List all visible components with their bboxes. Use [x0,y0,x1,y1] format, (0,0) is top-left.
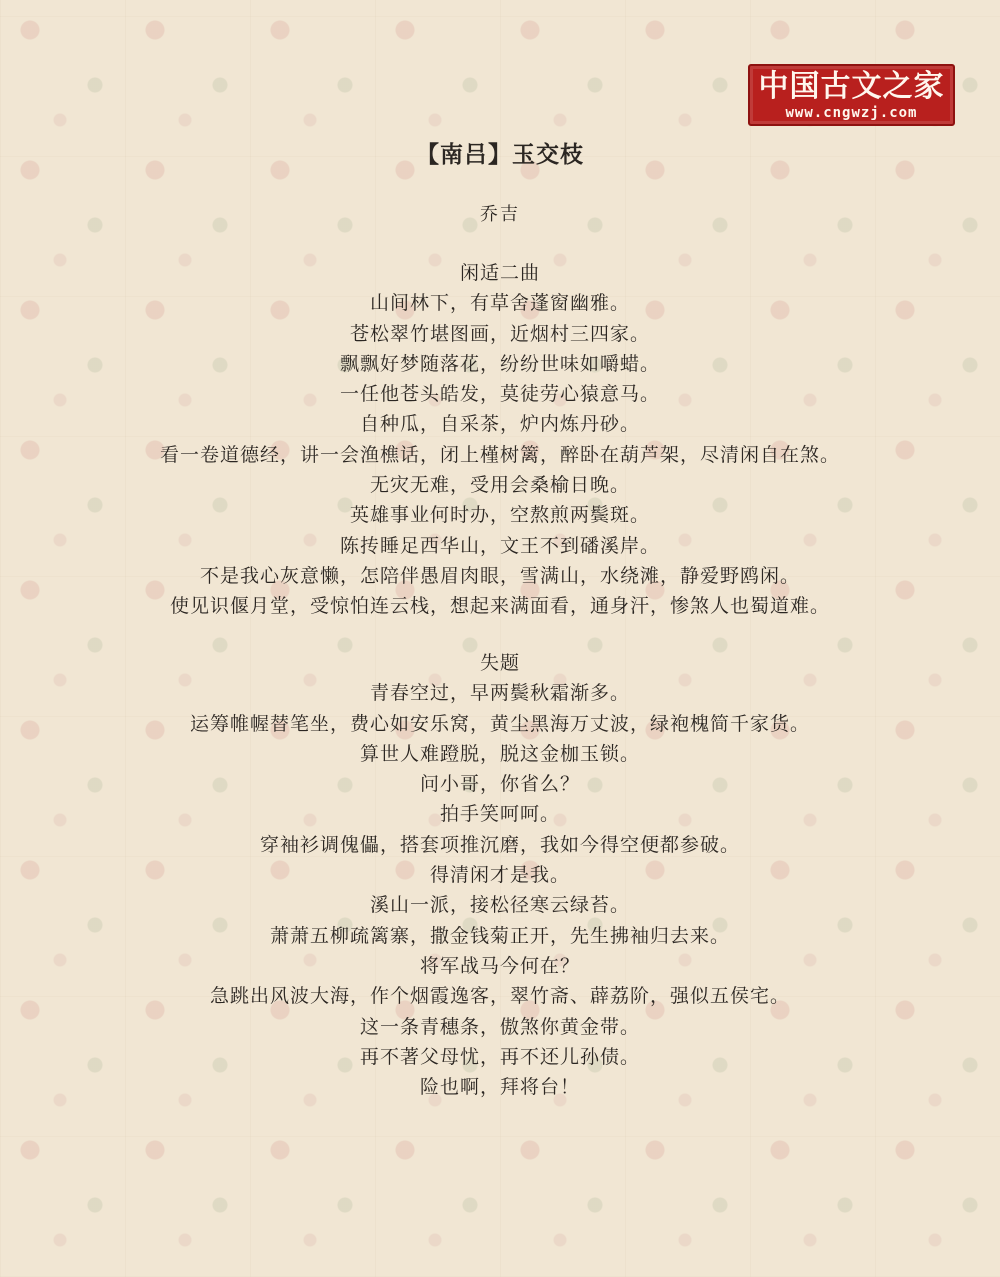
poem-line: 陈抟睡足西华山，文王不到磻溪岸。 [339,534,660,557]
poem-line: 英雄事业何时办，空熬煎两鬓斑。 [349,504,650,527]
poem-line: 险也啊，拜将台！ [419,1076,580,1099]
poem-line: 算世人难蹬脱，脱这金枷玉锁。 [359,742,640,765]
poem-title: 【南吕】玉交枝 [416,141,584,168]
poem-line: 拍手笑呵呵。 [439,803,560,826]
poem-line: 一任他苍头皓发，莫徒劳心猿意马。 [339,383,660,406]
site-logo[interactable] [748,64,955,126]
logo-name: 中国古文之家 [758,69,945,104]
poem-line: 山间林下，有草舍蓬窗幽雅。 [369,292,630,315]
poem-line: 无灾无难，受用会桑榆日晚。 [369,474,630,497]
poem-section [0,648,1000,1102]
poem-line: 苍松翠竹堪图画，近烟村三四家。 [349,322,650,345]
poem-line: 这一条青穗条，傲煞你黄金带。 [359,1015,640,1038]
poem-author: 乔吉 [480,204,520,225]
poem-line: 使见识偃月堂，受惊怕连云栈，想起来满面看，通身汗，惨煞人也蜀道难。 [169,595,830,618]
poem-line: 自种瓜，自采茶，炉内炼丹砂。 [359,413,640,436]
section-subtitle: 失题 [479,652,520,674]
logo-url: www.cngwzj.com [785,105,918,121]
poem-line: 看一卷道德经，讲一会渔樵话，闭上槿树篱，醉卧在葫芦架，尽清闲自在煞。 [159,443,840,466]
poem-line: 问小哥，你省么？ [419,773,580,796]
poem-line: 溪山一派，接松径寒云绿苔。 [369,894,630,917]
poem-line: 青春空过，早两鬓秋霜渐多。 [369,682,630,705]
poem-line: 得清闲才是我。 [429,864,570,887]
poem-line: 穿袖衫调傀儡，搭套项推沉磨，我如今得空便都参破。 [259,833,740,856]
poem-line: 萧萧五柳疏篱寨，撒金钱菊正开，先生拂袖归去来。 [269,924,730,947]
section-subtitle: 闲适二曲 [459,262,540,284]
poem-line: 飘飘好梦随落花，纷纷世味如嚼蜡。 [339,352,660,375]
poem-section [0,258,1000,622]
poem-line: 再不著父母忧，再不还儿孙债。 [359,1045,640,1068]
poem-line: 将军战马今何在？ [419,954,580,977]
poem-line: 运筹帷幄替笔坐，费心如安乐窝，黄尘黑海万丈波，绿袍槐简千家货。 [189,712,810,735]
poem-line: 不是我心灰意懒，怎陪伴愚眉肉眼，雪满山，水绕滩，静爱野鸥闲。 [199,564,800,587]
poem-line: 急跳出风波大海，作个烟霞逸客，翠竹斋、薜荔阶，强似五侯宅。 [209,985,790,1008]
